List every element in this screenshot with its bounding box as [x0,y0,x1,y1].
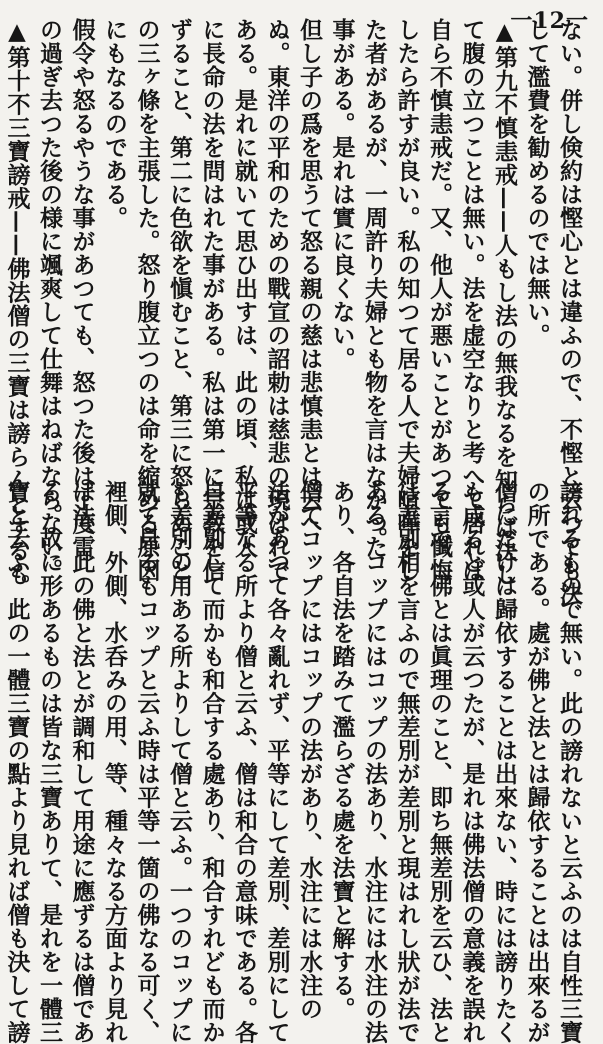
text-line: 平等なる所より僧と云ふ、僧は和合の意味である。各 [231,480,258,1044]
text-line: にもなるのである。 [101,18,128,230]
text-line: て腹の立つことは無い。法を虚空なりと考へて居れば [458,18,486,582]
text-line: 自ら不慎恚戒だ。又、他人が悪いことがあつても懺悔 [426,18,453,582]
text-line: ない。併し倹約は慳心とは違ふので、不慳と云つても決 [556,18,583,606]
text-line: た者があるが、一周許り夫婦とも物を言はなかつた [361,18,388,559]
text-line: の所である。處が佛と法とは歸依することは出來るが [523,480,551,1044]
page-number: 一12一 [510,8,589,34]
text-line: ある。コップにはコップの法あり、水注には水注の法 [361,480,388,1044]
text-line: ば法、此の佛と法とが調和して用途に應ずるは僧であ [68,480,96,1044]
text-line: 法があつて各々亂れず、平等にして差別、差別にして [263,480,291,1044]
text-line: 裡側、外側、水呑みの用、等、種々なる方面より見れ [101,480,128,1044]
text-line: 但し子の爲を思うて怒る親の慈は悲慎恚とは云へ [296,18,323,535]
text-line: る。故に形あるものは皆な三寶ありて、是れを一體三 [36,480,63,1044]
text-line: 自差別して而かも和合する處あり、和合すれども而か [198,480,226,1044]
text-line: 假令や怒るやうな事があつても、怒つた後は丁度雷 [68,18,96,559]
text-line: の過ぎ去つた後の様に颯爽して仕舞はねばならない。 [36,18,63,582]
text-line: して濫費を勧めるのでは無い。 [523,18,551,347]
text-line: 就て見るもコップと云ふ時は平等一箇の佛なる可く、 [133,480,161,1044]
text-line: の三ヶ條を主張した。怒り腹立つのは命を縮める原因 [133,18,161,582]
text-line: ▲第十不三寶謗戒——佛法僧の三寶は謗らんとするも [3,18,31,586]
text-line: 寶と云ふ。此の一體三寶の點より見れば僧も決して謗 [3,480,31,1044]
text-line: も成ると或人が云つたが、是れは佛法僧の意義を誤れ [458,480,486,1044]
text-line: あり、各自法を踏みて濫らざる處を法寶と解する。 [328,480,356,1021]
text-line: ずること、第二に色欲を愼むこと、第三に怒らぬこと [166,18,193,582]
text-line: ▲第九不慎恚戒——人もし法の無我なるを知らば決し [491,18,518,586]
text-line: ぬ。東洋の平和のための戰宣の詔勅は慈悲の現はれで [263,18,291,582]
text-line: 僧にだけは歸依することは出來ない、時には謗りたく [491,480,518,1044]
text-line: は差別相を言ふので無差別が差別と現はれし狀が法で [393,480,421,1044]
text-line: したら許すが良い。私の知つて居る人で夫婦喧嘩をし [393,18,421,582]
text-line: 謗れるもので無い。此の謗れないと云ふのは自性三寶 [556,480,583,1044]
text-block-lower [0,480,585,1044]
text-line: に長命の法を問はれた事がある。私は第一に宗教を信 [198,18,226,582]
text-line: ある。是れに就いて思ひ出すは、此の頃、私は或人 [231,18,258,559]
text-line: 事がある。是れは實に良くない。 [328,18,356,371]
text-block-upper [0,18,585,606]
text-line: 僧てコップにはコップの法があり、水注には水注の [296,480,323,1021]
text-line: る言で、佛とは眞理のこと、即ち無差別を云ひ、法と [426,480,453,1044]
text-line: も差別の用ある所よりして僧と云ふ。一つのコップに [166,480,193,1044]
